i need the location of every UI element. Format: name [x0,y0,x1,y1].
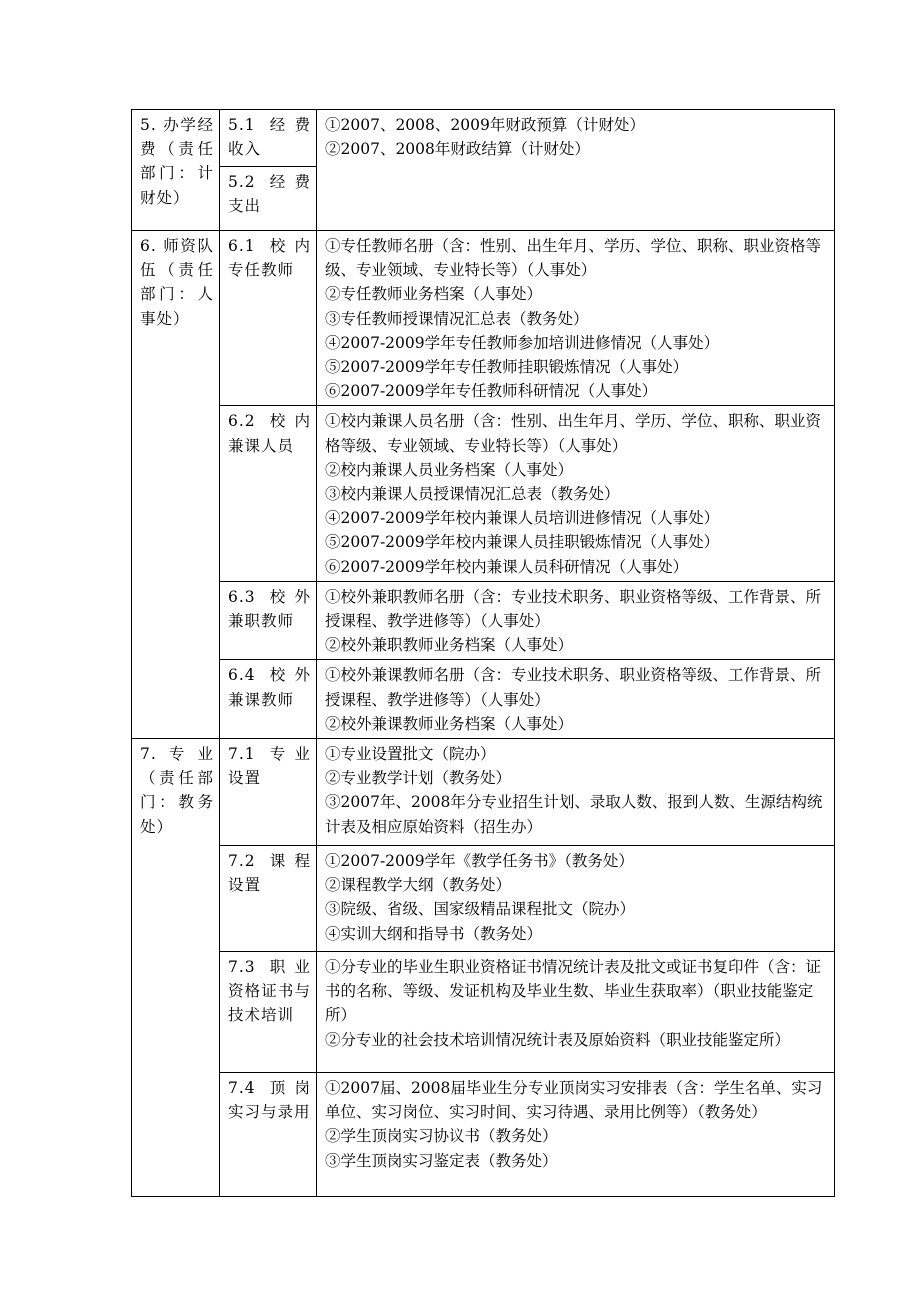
content-cell [317,952,835,1073]
subsection-label: 7.2 课程设置 [220,846,317,952]
list-item: ①校外兼职教师名册（含：专业技术职务、职业资格等级、工作背景、所授课程、教学进修等）（人事处） [325,587,822,631]
content-cell [317,406,835,581]
list-item: ⑤2007-2009学年专任教师挂职锻炼情况（人事处） [325,358,689,377]
list-item: ①专任教师名册（含：性别、出生年月、学历、学位、职称、职业资格等级、专业领域、专业特长等）（人事处） [325,237,822,280]
section-label: 7.专业（责任部门：教务处） [132,739,220,1197]
table-row [132,110,835,167]
subsection-label: 7.4 顶岗实习与录用 [220,1073,317,1197]
content-cell [317,581,835,660]
list-item: ③院级、省级、国家级精品课程批文（院办） [325,900,636,919]
list-item: ②2007、2008年财政结算（计财处） [325,140,590,159]
list-item: ①专业设置批文（院办） [325,745,496,764]
list-item: ③学生顶岗实习鉴定表（教务处） [325,1151,558,1170]
subsection-label: 6.4 校外兼课教师 [220,660,317,739]
content-cell [317,660,835,739]
list-item: ③2007年、2008年分专业招生计划、录取人数、报到人数、生源结构统计表及相应原始资料（招生办） [325,793,823,836]
list-item: ③专任教师授课情况汇总表（教务处） [325,309,589,328]
list-item: ②学生顶岗实习协议书（教务处） [325,1127,558,1146]
table-row [132,231,835,406]
list-item: ①2007-2009学年《教学任务书》（教务处） [325,852,634,871]
section-label: 5. 办学经费（责任部门：计财处） [132,110,220,231]
list-item: ①分专业的毕业生职业资格证书情况统计表及批文或证书复印件（含：证书的名称、等级、发证机构及毕业生数、毕业生获取率）（职业技能鉴定所） [325,958,822,1025]
list-item: ④实训大纲和指导书（教务处） [325,924,543,943]
list-item: ①2007、2008、2009年财政预算（计财处） [325,116,645,134]
list-item: ②专任教师业务档案（人事处） [325,285,543,304]
subsection-label: 7.3 职业资格证书与技术培训 [220,952,317,1073]
table-row [132,739,835,846]
content-cell [317,846,835,952]
list-item: ②分专业的社会技术培训情况统计表及原始资料（职业技能鉴定所） [325,1030,791,1049]
list-item: ④2007-2009学年专任教师参加培训进修情况（人事处） [325,333,720,352]
list-item: ②校外兼职教师业务档案（人事处） [325,636,574,655]
subsection-label: 5.2 经费支出 [220,167,317,231]
content-cell [317,110,835,231]
list-item: ①校内兼课人员名册（含：性别、出生年月、学历、学位、职称、职业资格等级、专业领域、专业特长等）（人事处） [325,412,822,455]
subsection-label: 6.3 校外兼职教师 [220,581,317,660]
table-row [132,1073,835,1197]
list-item: ③校内兼课人员授课情况汇总表（教务处） [325,485,620,504]
table-row [132,581,835,660]
content-cell [317,739,835,846]
list-item: ①校外兼课教师名册（含：专业技术职务、职业资格等级、工作背景、所授课程、教学进修等）（人事处） [325,666,822,709]
list-item: ④2007-2009学年校内兼课人员培训进修情况（人事处） [325,509,720,528]
list-item: ⑥2007-2009学年专任教师科研情况（人事处） [325,382,658,401]
list-item: ⑥2007-2009学年校内兼课人员科研情况（人事处） [325,557,689,576]
table-row [132,406,835,581]
document-table [131,109,835,1197]
table-row [132,846,835,952]
list-item: ⑤2007-2009学年校内兼课人员挂职锻炼情况（人事处） [325,533,720,552]
list-item: ②校内兼课人员业务档案（人事处） [325,460,574,479]
subsection-label: 6.1 校内专任教师 [220,231,317,406]
section-label: 6. 师资队伍（责任部门：人事处） [132,231,220,739]
content-cell [317,1073,835,1197]
table-row [132,952,835,1073]
subsection-label: 6.2 校内兼课人员 [220,406,317,581]
subsection-label: 7.1 专业设置 [220,739,317,846]
subsection-label: 5.1 经费收入 [220,110,317,167]
list-item: ②课程教学大纲（教务处） [325,876,512,895]
content-cell [317,231,835,406]
table-row [132,660,835,739]
list-item: ①2007届、2008届毕业生分专业顶岗实习安排表（含：学生名单、实习单位、实习岗位、实习时间、实习待遇、录用比例等）（教务处） [325,1079,823,1122]
list-item: ②专业教学计划（教务处） [325,769,512,788]
list-item: ②校外兼课教师业务档案（人事处） [325,714,574,733]
